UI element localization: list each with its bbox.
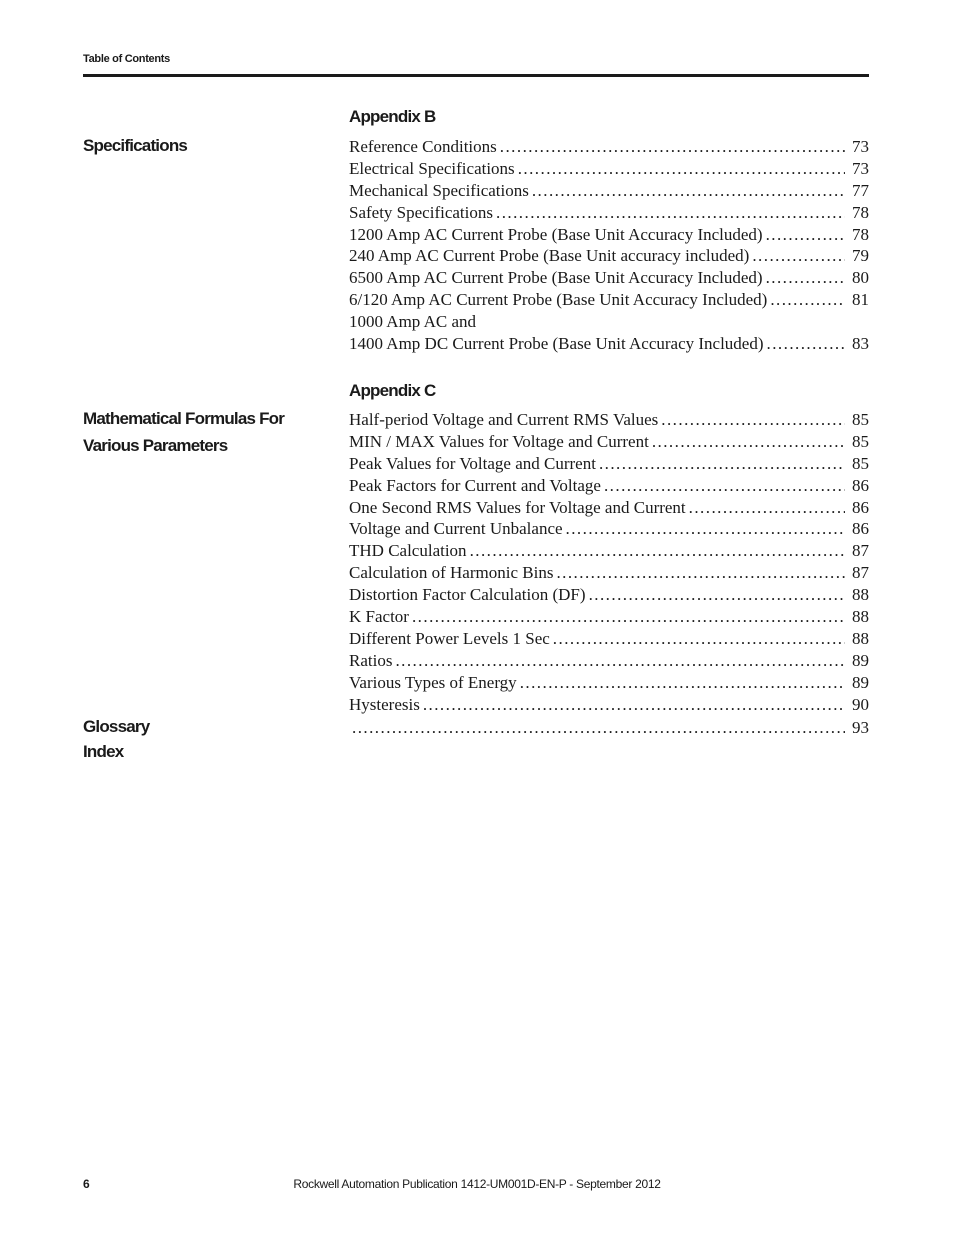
dot-leader — [556, 562, 845, 584]
toc-entry[interactable] — [349, 136, 869, 158]
dot-leader — [770, 289, 845, 311]
toc-entry-title: THD Calculation — [349, 541, 467, 561]
page-number: 6 — [83, 1177, 90, 1191]
toc-entry-title: Distortion Factor Calculation (DF) — [349, 585, 586, 605]
toc-page-number: 81 — [852, 290, 869, 310]
appendix-c-entries — [349, 409, 869, 715]
toc-page-number: 85 — [852, 410, 869, 429]
dot-leader — [599, 453, 845, 475]
toc-entry[interactable] — [349, 409, 869, 431]
dot-leader — [604, 475, 845, 497]
section-mathematical-formulas[interactable]: Mathematical Formulas For Various Parameters — [83, 409, 285, 455]
toc-entry-title: Half-period Voltage and Current RMS Values — [349, 410, 659, 429]
dot-leader — [518, 158, 845, 180]
toc-entry-title: 1200 Amp AC Current Probe (Base Unit Accuracy Included) — [349, 224, 763, 244]
toc-entry[interactable] — [349, 694, 869, 716]
appendix-b-entries — [349, 136, 869, 355]
dot-leader — [395, 650, 845, 672]
toc-entry[interactable] — [349, 289, 869, 311]
toc-page-number: 93 — [852, 718, 869, 737]
toc-entry-title: Peak Factors for Current and Voltage — [349, 475, 601, 495]
toc-entry[interactable] — [349, 540, 869, 562]
dot-leader — [412, 606, 845, 628]
toc-entry-title: Electrical Specifications — [349, 158, 515, 178]
toc-page-number: 90 — [852, 694, 869, 714]
toc-entry-title: 6500 Amp AC Current Probe (Base Unit Accuracy Included) — [349, 268, 763, 288]
dot-leader — [423, 694, 845, 716]
toc-page-number: 85 — [852, 453, 869, 473]
appendix-b-title: Appendix B — [349, 107, 436, 126]
dot-leader — [752, 245, 845, 267]
toc-page-number: 83 — [852, 334, 869, 354]
dot-leader — [352, 717, 845, 739]
toc-entry-title: Calculation of Harmonic Bins — [349, 563, 554, 583]
toc-page-number: 88 — [852, 585, 869, 605]
toc-entry-title: Peak Values for Voltage and Current — [349, 453, 596, 473]
toc-entry[interactable] — [349, 224, 869, 246]
toc-page-number: 78 — [852, 224, 869, 244]
toc-entry-title: K Factor — [349, 607, 409, 627]
toc-entry-title: Hysteresis — [349, 694, 420, 714]
toc-entry-title: Ratios — [349, 650, 393, 670]
dot-leader — [470, 540, 845, 562]
section-specifications[interactable]: Specifications — [83, 136, 188, 155]
toc-entry-title: MIN / MAX Values for Voltage and Current — [349, 431, 649, 451]
toc-entry-title: Reference Conditions — [349, 137, 497, 156]
toc-entry[interactable] — [349, 267, 869, 289]
toc-entry[interactable] — [349, 518, 869, 540]
toc-page-number: 85 — [852, 431, 869, 451]
toc-entry[interactable] — [349, 453, 869, 475]
toc-entry-title: 6/120 Amp AC Current Probe (Base Unit Accuracy Included) — [349, 290, 768, 310]
toc-page-number: 77 — [852, 180, 869, 200]
toc-entry-glossary[interactable] — [349, 717, 869, 739]
dot-leader — [766, 224, 845, 246]
toc-page-number: 78 — [852, 202, 869, 222]
dot-leader — [520, 672, 845, 694]
dot-leader — [767, 333, 845, 355]
toc-entry[interactable] — [349, 180, 869, 202]
toc-entry-title: Different Power Levels 1 Sec — [349, 628, 550, 648]
toc-page-number: 73 — [852, 137, 869, 156]
section-index[interactable]: Index — [83, 742, 124, 761]
toc-entry-title: 1000 Amp AC and — [349, 312, 477, 332]
toc-entry[interactable] — [349, 628, 869, 650]
publication-footer: Rockwell Automation Publication 1412-UM001D-EN-P - September 2012 — [293, 1177, 661, 1191]
dot-leader — [496, 202, 845, 224]
toc-page-number: 73 — [852, 158, 869, 178]
toc-entry[interactable] — [349, 584, 869, 606]
dot-leader — [553, 628, 845, 650]
section-glossary[interactable]: Glossary — [83, 717, 150, 736]
toc-entry[interactable] — [349, 475, 869, 497]
header-rule — [83, 74, 869, 77]
toc-entry[interactable] — [349, 158, 869, 180]
toc-entry[interactable] — [349, 431, 869, 453]
toc-entry-title: 240 Amp AC Current Probe (Base Unit accuracy included) — [349, 246, 750, 266]
toc-entry[interactable] — [349, 497, 869, 519]
toc-page-number: 80 — [852, 268, 869, 288]
toc-entry[interactable] — [349, 606, 869, 628]
toc-entry[interactable] — [349, 650, 869, 672]
toc-entry-title: Voltage and Current Unbalance — [349, 519, 563, 539]
toc-page-number: 87 — [852, 541, 869, 561]
dot-leader — [500, 136, 845, 158]
dot-leader — [689, 497, 845, 519]
toc-page-number: 88 — [852, 628, 869, 648]
toc-page-number: 87 — [852, 563, 869, 583]
appendix-c-title: Appendix C — [349, 381, 436, 400]
toc-page-number: 88 — [852, 607, 869, 627]
toc-entry-title: Mechanical Specifications — [349, 180, 529, 200]
toc-entry[interactable] — [349, 562, 869, 584]
dot-leader — [652, 431, 845, 453]
toc-page-number: 86 — [852, 475, 869, 495]
toc-entry[interactable] — [349, 333, 869, 355]
running-header: Table of Contents — [83, 53, 170, 65]
glossary-entry-list — [349, 717, 869, 739]
toc-entry[interactable] — [349, 245, 869, 267]
dot-leader — [532, 180, 845, 202]
dot-leader — [589, 584, 845, 606]
dot-leader — [566, 518, 845, 540]
toc-entry[interactable] — [349, 202, 869, 224]
dot-leader — [661, 409, 845, 431]
toc-page-number: 86 — [852, 519, 869, 539]
toc-page-number: 79 — [852, 246, 869, 266]
toc-entry[interactable] — [349, 311, 869, 333]
toc-page-number: 89 — [852, 650, 869, 670]
toc-page-number: 89 — [852, 672, 869, 692]
toc-entry-title: One Second RMS Values for Voltage and Current — [349, 497, 686, 517]
toc-page-number: 86 — [852, 497, 869, 517]
toc-entry[interactable] — [349, 672, 869, 694]
toc-entry-title: Various Types of Energy — [349, 672, 517, 692]
toc-entry-title: Safety Specifications — [349, 202, 493, 222]
dot-leader — [766, 267, 845, 289]
toc-entry-title: 1400 Amp DC Current Probe (Base Unit Accuracy Included) — [349, 334, 764, 354]
